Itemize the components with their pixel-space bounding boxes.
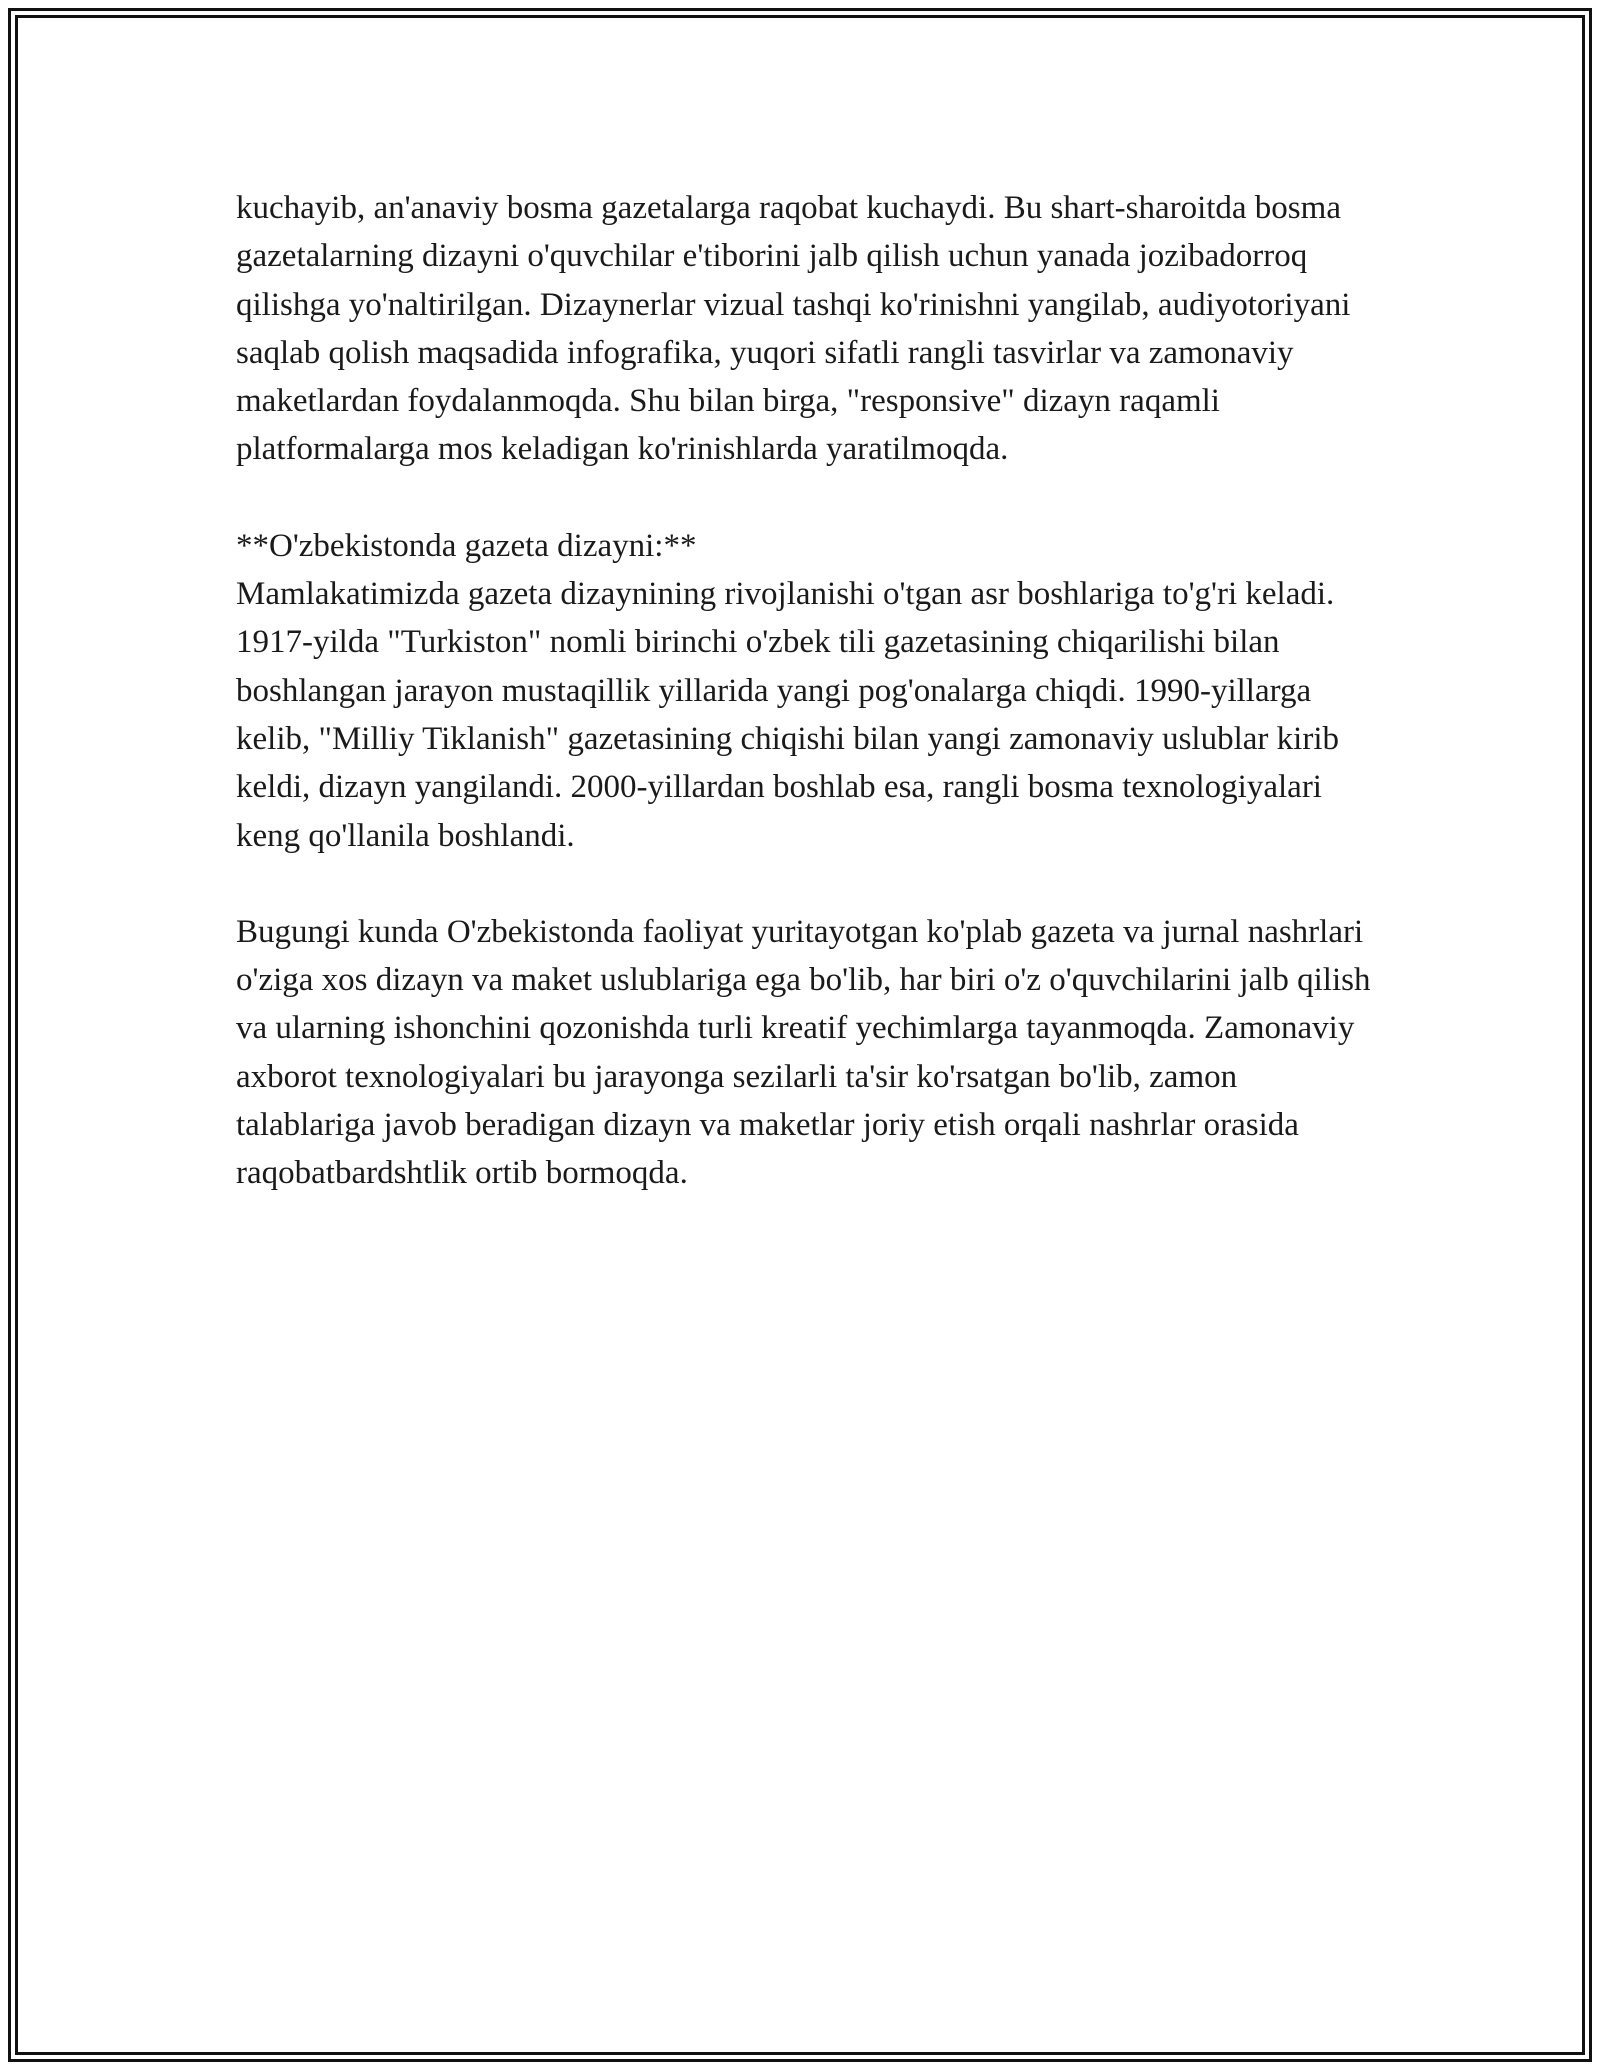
document-body [236,184,1376,1198]
paragraph-spacer [236,860,1376,908]
body-paragraph: Mamlakatimizda gazeta dizaynining rivojlanishi o'tgan asr boshlariga to'g'ri keladi. 1917-yilda "Turkiston" nomli birinchi o'zbek tili gazetasining chiqarilishi bilan boshlangan jarayon mustaqillik yillarida yangi pog'onalarga chiqdi. 1990-yillarga kelib, "Milliy Tiklanish" gazetasining chiqishi bilan yangi zamonaviy uslublar kirib keldi, dizayn yangilandi. 2000-yillardan boshlab esa, rangli bosma texnologiyalari keng qo'llanila boshlandi. [236,576,1339,854]
paragraph-spacer [236,474,1376,522]
section-heading: **O'zbekistonda gazeta dizayni:** [236,527,697,564]
body-paragraph: Bugungi kunda O'zbekistonda faoliyat yuritayotgan ko'plab gazeta va jurnal nashrlari o'ziga xos dizayn va maket uslublariga ega bo'lib, har biri o'z o'quvchilarini jalb qilish va ularning ishonchini qozonishda turli kreatif yechimlarga tayanmoqda. Zamonaviy axborot texnologiyalari bu jarayonga sezilarli ta'sir ko'rsatgan bo'lib, zamon talablariga javob beradigan dizayn va maketlar joriy etish orqali nashrlar orasida raqobatbardshtlik ortib bormoqda. [236,913,1371,1192]
body-paragraph: kuchayib, an'anaviy bosma gazetalarga raqobat kuchaydi. Bu shart-sharoitda bosma gazetalarning dizayni o'quvchilar e'tiborini jalb qilish uchun yanada jozibadorroq qilishga yo'naltirilgan. Dizaynerlar vizual tashqi ko'rinishni yangilab, audiyotoriyani saqlab qolish maqsadida infografika, yuqori sifatli rangli tasvirlar va zamonaviy maketlardan foydalanmoqda. Shu bilan birga, "responsive" dizayn raqamli platformalarga mos keladigan ko'rinishlarda yaratilmoqda. [236,190,1351,468]
